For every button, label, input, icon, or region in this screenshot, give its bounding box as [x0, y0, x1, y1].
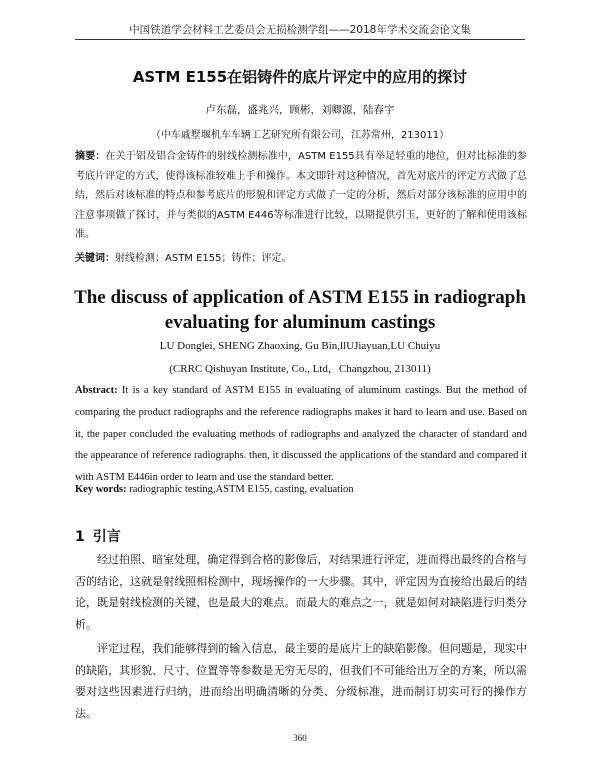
english-keywords-label: Key words: — [75, 484, 127, 495]
english-abstract-label: Abstract: — [75, 385, 118, 396]
page-number: 360 — [293, 733, 307, 743]
running-header: 中国铁道学会材料工艺委员会无损检测学组——2018年学术交流会论文集 — [129, 24, 471, 36]
section-title: 引言 — [92, 529, 121, 545]
english-abstract — [75, 380, 527, 489]
chinese-authors: 卢东磊，盛兆兴，顾彬，刘卿源，陆春宇 — [205, 104, 395, 116]
english-keywords-text: radiographic testing,ASTM E155, casting, evaluation — [126, 484, 354, 495]
english-title: The discuss of application of ASTM E155 in radiograph evaluating for aluminum castings — [74, 287, 526, 333]
body-paragraph: 经过拍照、暗室处理，确定得到合格的影像后，对结果进行评定，进而得出最终的合格与否的结论，这就是射线照相检测中，现场操作的一大步骤。其中，评定因为直接给出最后的结论，既是射线检测的关键，也是最大的难点。而最大的难点之一，就是如何对缺陷进行归类分析。 — [75, 553, 527, 631]
english-authors: LU Donglei, SHENG Zhaoxing, Gu Bin,llUJiayuan,LU Chuiyu — [159, 340, 441, 352]
chinese-abstract-label: 摘要： — [75, 151, 106, 162]
chinese-keywords-label: 关键词： — [75, 253, 115, 264]
chinese-title: ASTM E155在铝铸件的底片评定中的应用的探讨 — [132, 68, 468, 86]
english-keywords — [75, 484, 527, 495]
chinese-affiliation: （中车戚墅堰机车车辆工艺研究所有限公司，江苏常州，213011） — [150, 130, 450, 141]
chinese-abstract — [75, 147, 527, 245]
english-affiliation: (CRRC Qishuyan Institute, Co., Ltd，Changzhou, 213011) — [169, 363, 431, 375]
body-paragraph: 评定过程，我们能够得到的输入信息，最主要的是底片上的缺陷影像。但问题是，现实中的缺陷，其形貌、尺寸、位置等等参数是无穷无尽的，但我们不可能给出万全的方案，所以需要对这些因素进行归纳，进而给出明确清晰的分类、分级标准，进而制订切实可行的操作方法。 — [75, 642, 527, 720]
chinese-keywords — [75, 249, 527, 264]
header-rule — [75, 39, 525, 40]
section-heading — [75, 526, 121, 546]
section-number: 1 — [75, 529, 85, 545]
english-abstract-text: It is a key standard of ASTM E155 in evaluating of aluminum castings. But the method of comparing the product radiographs and the reference radiographs makes it hard to learn and use. Based on it, the paper concluded the evaluating methods of radiographs and analyzed the character of standard and the appearance of reference radiographs. then, it discussed the applications of the standard and compared it with ASTM E446in order to learn and use the standard better. — [75, 385, 527, 484]
chinese-keywords-text: 射线检测；ASTM E155；铸件；评定。 — [115, 253, 292, 264]
chinese-abstract-text: 在关于铝及铝合金铸件的射线检测标准中，ASTM E155具有举足轻重的地位，但对比标准的参考底片评定的方式，使得该标准较难上手和操作。本文即针对这种情况，首先对底片的评定方式做了总结，然后对该标准的特点和参考底片的形貌和评定方式做了一定的分析，然后对部分该标准的应用中的注意事项做了探讨，并与类似的ASTM E446等标准进行比较，以期提供引玉，更好的了解和使用该标准。 — [75, 151, 528, 241]
